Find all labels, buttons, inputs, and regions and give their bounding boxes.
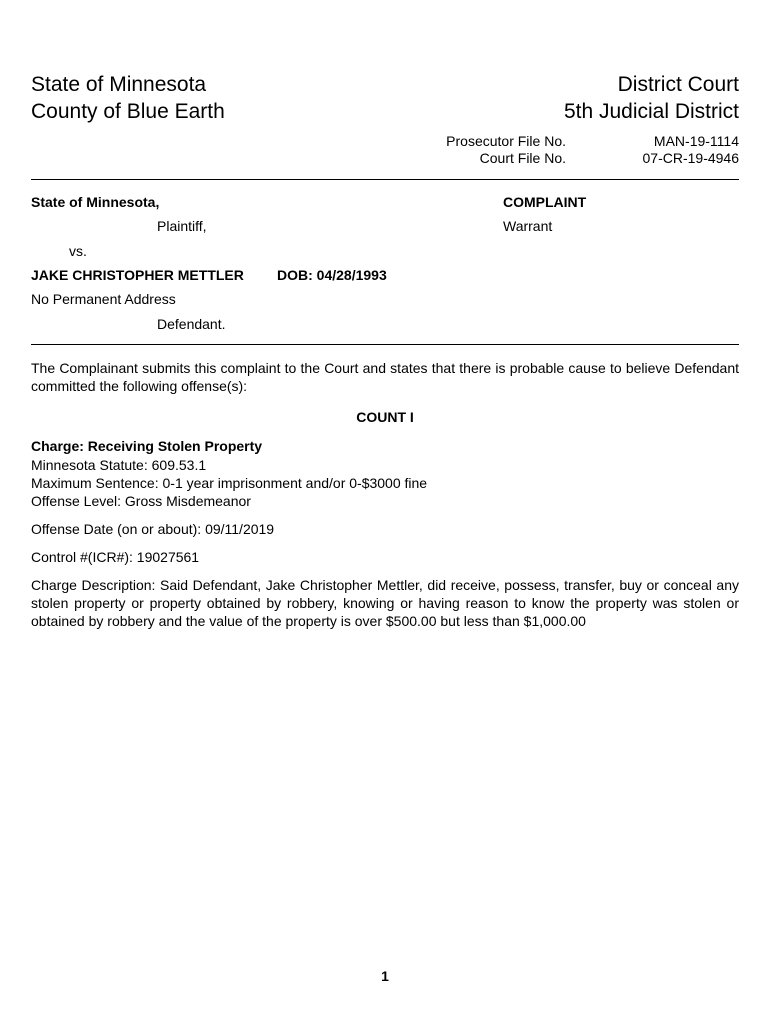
plaintiff-role: Plaintiff,	[157, 218, 207, 234]
defendant-address: No Permanent Address	[31, 291, 176, 307]
county-heading: County of Blue Earth	[31, 100, 225, 123]
offense-date-line: Offense Date (on or about): 09/11/2019	[31, 521, 275, 537]
count-title: COUNT I	[356, 409, 414, 425]
court-heading: District Court	[617, 73, 739, 96]
statute-line: Minnesota Statute: 609.53.1	[31, 457, 207, 473]
intro-paragraph: The Complainant submits this complaint to the Court and states that there is probable cause to believe Defendant committed the following offense(s):	[31, 360, 739, 394]
defendant-role: Defendant.	[157, 316, 226, 332]
district-heading: 5th Judicial District	[563, 100, 739, 123]
page-number: 1	[381, 968, 389, 984]
control-number-line: Control #(ICR#): 19027561	[31, 549, 200, 565]
charge-description-paragraph: Charge Description: Said Defendant, Jake Christopher Mettler, did receive, possess, transfer, buy or conceal any stolen property or property obtained by robbery, knowing or having reason to know the property was stolen or obtained by robbery and the value of the property is over $500.00 but less than $1,000.00	[31, 577, 739, 629]
versus-label: vs.	[69, 243, 87, 259]
max-sentence-line: Maximum Sentence: 0-1 year imprisonment and/or 0-$3000 fine	[31, 475, 428, 491]
court-file-number: 07-CR-19-4946	[642, 150, 739, 166]
offense-level-line: Offense Level: Gross Misdemeanor	[31, 493, 251, 509]
caption-top-rule	[31, 179, 739, 180]
court-file-label: Court File No.	[479, 150, 566, 166]
document-subtype: Warrant	[503, 218, 553, 234]
defendant-dob: DOB: 04/28/1993	[277, 267, 387, 283]
caption-bottom-rule	[31, 344, 739, 345]
prosecutor-file-label: Prosecutor File No.	[446, 133, 566, 149]
state-heading: State of Minnesota	[31, 73, 207, 96]
defendant-name: JAKE CHRISTOPHER METTLER	[31, 267, 244, 283]
plaintiff-name: State of Minnesota,	[31, 194, 160, 210]
prosecutor-file-number: MAN-19-1114	[653, 133, 739, 149]
charge-title: Charge: Receiving Stolen Property	[31, 438, 263, 454]
document-type: COMPLAINT	[503, 194, 587, 210]
